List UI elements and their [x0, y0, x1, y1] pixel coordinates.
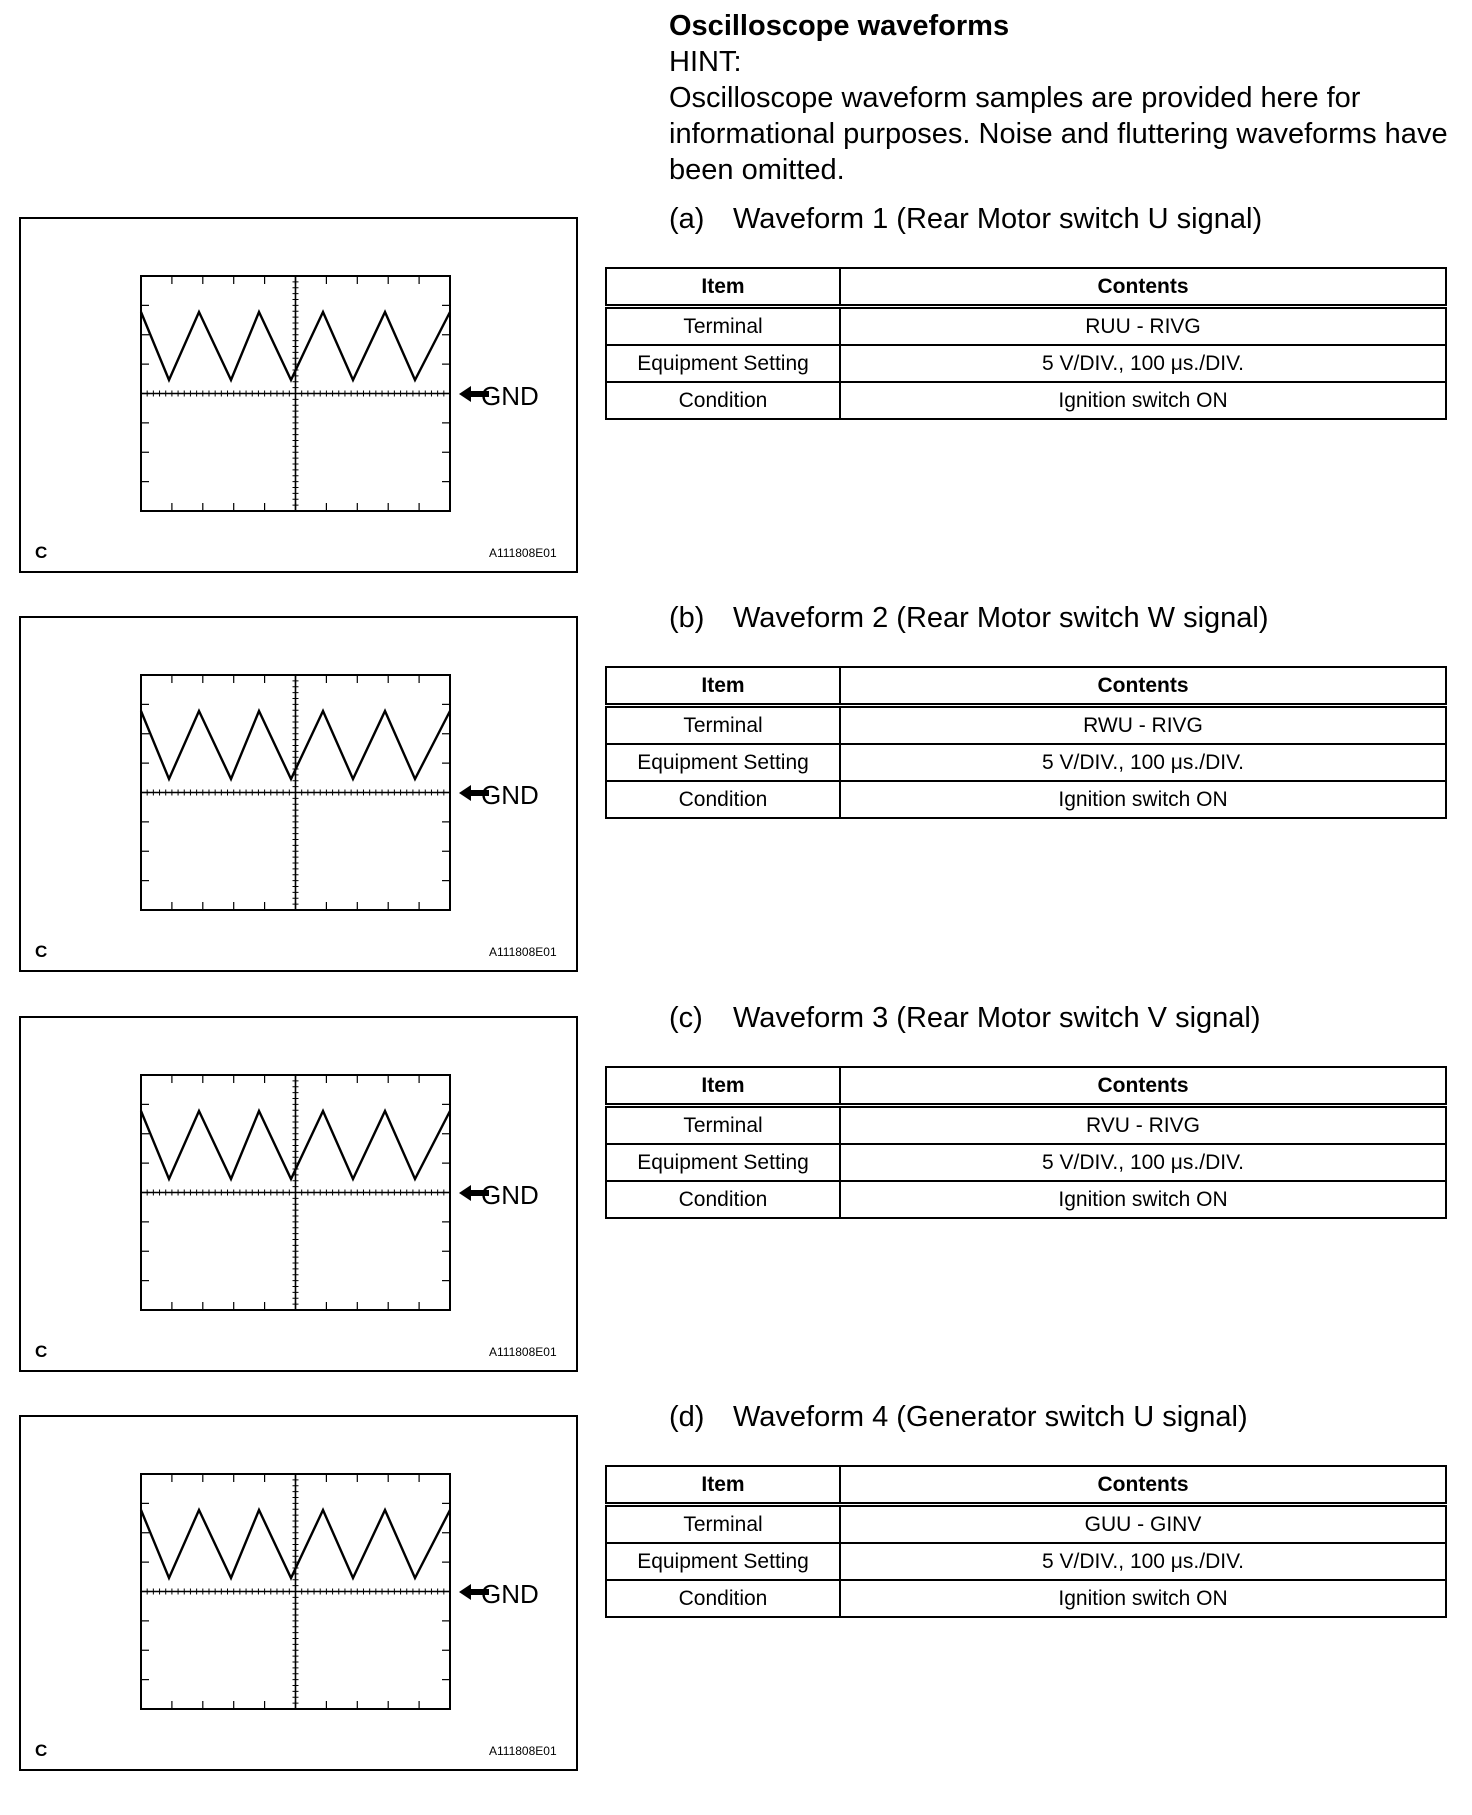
table-row: [606, 382, 1446, 419]
table-row: [606, 1543, 1446, 1580]
header-contents: Contents: [840, 268, 1446, 307]
figure-id: A111808E01: [489, 1345, 557, 1359]
spec-table: [605, 666, 1447, 819]
table-header-row: [606, 268, 1446, 307]
figure-id: A111808E01: [489, 546, 557, 560]
row-contents: RWU - RIVG: [840, 706, 1446, 745]
row-item: Equipment Setting: [606, 1543, 840, 1580]
corner-label: C: [35, 543, 48, 562]
row-item: Condition: [606, 1181, 840, 1218]
caption-title: Waveform 4 (Generator switch U signal): [733, 1401, 1248, 1433]
row-item: Condition: [606, 781, 840, 818]
intro-block: [669, 8, 1459, 188]
caption-title: Waveform 3 (Rear Motor switch V signal): [733, 1002, 1261, 1034]
table-row: [606, 1106, 1446, 1145]
oscilloscope-figure: [19, 1016, 578, 1372]
hint-text: Oscilloscope waveform samples are provided here for informational purposes. Noise and fluttering waveforms have been omitted.: [669, 82, 1448, 186]
waveform-caption: [669, 1000, 1261, 1036]
figure-id: A111808E01: [489, 945, 557, 959]
table-row: [606, 1144, 1446, 1181]
oscilloscope-figure: [19, 1415, 578, 1771]
row-item: Terminal: [606, 706, 840, 745]
header-item: Item: [606, 667, 840, 706]
caption-title: Waveform 1 (Rear Motor switch U signal): [733, 203, 1263, 235]
row-item: Equipment Setting: [606, 1144, 840, 1181]
header-contents: Contents: [840, 1466, 1446, 1505]
waveform-caption: [669, 600, 1269, 636]
header-contents: Contents: [840, 1067, 1446, 1106]
header-item: Item: [606, 1067, 840, 1106]
row-contents: GUU - GINV: [840, 1505, 1446, 1544]
oscilloscope-screen: [19, 1415, 578, 1771]
header-item: Item: [606, 268, 840, 307]
row-contents: 5 V/DIV., 100 μs./DIV.: [840, 345, 1446, 382]
table-row: [606, 781, 1446, 818]
corner-label: C: [35, 1342, 48, 1361]
caption-title: Waveform 2 (Rear Motor switch W signal): [733, 602, 1269, 634]
table-row: [606, 1181, 1446, 1218]
oscilloscope-figure: [19, 616, 578, 972]
table-header-row: [606, 1067, 1446, 1106]
table-row: [606, 307, 1446, 346]
row-item: Condition: [606, 1580, 840, 1617]
table-row: [606, 1580, 1446, 1617]
caption-letter: (b): [669, 602, 705, 634]
oscilloscope-figure: [19, 217, 578, 573]
gnd-label: GND: [481, 1579, 539, 1609]
oscilloscope-screen: [19, 1016, 578, 1372]
row-contents: RUU - RIVG: [840, 307, 1446, 346]
row-item: Terminal: [606, 1106, 840, 1145]
caption-letter: (c): [669, 1002, 703, 1034]
caption-letter: (d): [669, 1401, 705, 1433]
waveform-caption: [669, 1399, 1248, 1435]
table-header-row: [606, 1466, 1446, 1505]
row-item: Terminal: [606, 1505, 840, 1544]
oscilloscope-screen: [19, 616, 578, 972]
hint-label: HINT:: [669, 46, 742, 78]
row-contents: 5 V/DIV., 100 μs./DIV.: [840, 744, 1446, 781]
corner-label: C: [35, 1741, 48, 1760]
gnd-label: GND: [481, 381, 539, 411]
waveform-section-1: [0, 203, 1472, 617]
spec-table: [605, 267, 1447, 420]
table-row: [606, 706, 1446, 745]
row-contents: RVU - RIVG: [840, 1106, 1446, 1145]
gnd-label: GND: [481, 780, 539, 810]
row-contents: Ignition switch ON: [840, 1181, 1446, 1218]
header-contents: Contents: [840, 667, 1446, 706]
row-item: Equipment Setting: [606, 744, 840, 781]
waveform-section-3: [0, 1002, 1472, 1416]
row-item: Condition: [606, 382, 840, 419]
table-row: [606, 1505, 1446, 1544]
row-contents: 5 V/DIV., 100 μs./DIV.: [840, 1543, 1446, 1580]
table-header-row: [606, 667, 1446, 706]
row-contents: Ignition switch ON: [840, 382, 1446, 419]
caption-letter: (a): [669, 203, 705, 235]
row-item: Terminal: [606, 307, 840, 346]
table-row: [606, 345, 1446, 382]
waveform-section-2: [0, 602, 1472, 1016]
table-row: [606, 744, 1446, 781]
row-contents: Ignition switch ON: [840, 1580, 1446, 1617]
waveform-section-4: [0, 1401, 1472, 1815]
corner-label: C: [35, 942, 48, 961]
page-title: Oscilloscope waveforms: [669, 10, 1010, 42]
waveform-caption: [669, 201, 1262, 237]
row-contents: Ignition switch ON: [840, 781, 1446, 818]
spec-table: [605, 1066, 1447, 1219]
row-contents: 5 V/DIV., 100 μs./DIV.: [840, 1144, 1446, 1181]
header-item: Item: [606, 1466, 840, 1505]
figure-id: A111808E01: [489, 1744, 557, 1758]
spec-table: [605, 1465, 1447, 1618]
row-item: Equipment Setting: [606, 345, 840, 382]
oscilloscope-screen: [19, 217, 578, 573]
gnd-label: GND: [481, 1180, 539, 1210]
